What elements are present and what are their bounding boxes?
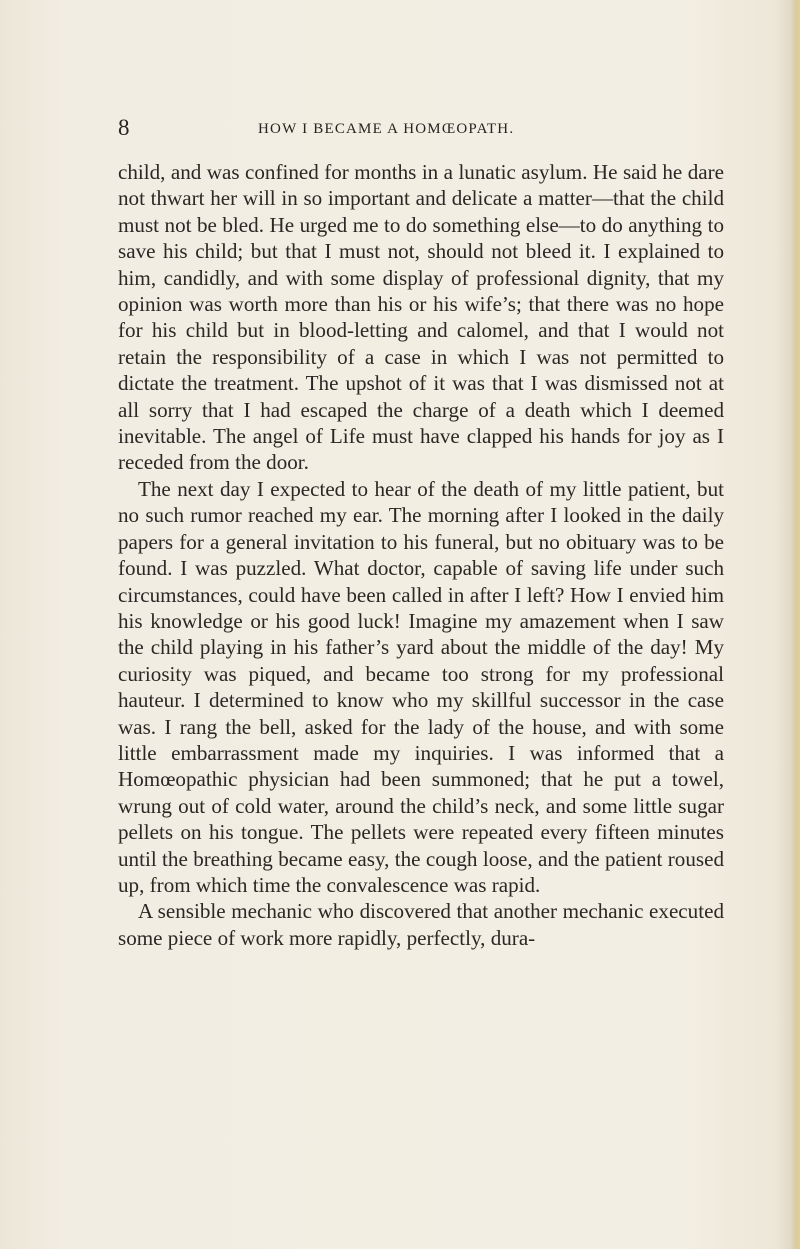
running-head: HOW I BECAME A HOMŒOPATH.	[258, 121, 515, 137]
paragraph: A sensible mechanic who discovered that another mechanic executed some piece of work more rapidly, perfectly, dura-	[118, 899, 724, 950]
body-text	[118, 159, 724, 951]
page-edge-shading	[790, 0, 800, 1249]
page-header	[118, 114, 722, 142]
page-number: 8	[118, 115, 130, 140]
paragraph-continued: child, and was confined for months in a lunatic asylum. He said he dare not thwart her will in so important and delicate a matter—that the child must not be bled. He urged me to do something else—to do anything to save his child; but that I must not, should not bleed it. I explained to him, candidly, and with some display of professional dignity, that my opinion was worth more than his or his wife’s; that there was no hope for his child but in blood-letting and calomel, and that I would not retain the responsibility of a case in which I was not permitted to dictate the treatment. The upshot of it was that I was dismissed not at all sorry that I had escaped the charge of a death which I deemed inevitable. The angel of Life must have clapped his hands for joy as I receded from the door.	[118, 160, 724, 475]
paragraph: The next day I expected to hear of the death of my little patient, but no such rumor reached my ear. The morning after I looked in the daily papers for a general invitation to his funeral, but no obituary was to be found. I was puzzled. What doctor, capable of saving life under such circumstances, could have been called in after I left? How I envied him his knowledge or his good luck! Imagine my amazement when I saw the child playing in his father’s yard about the middle of the day! My curiosity was piqued, and became too strong for my professional hauteur. I determined to know who my skillful successor in the case was. I rang the bell, asked for the lady of the house, and with some little embarrassment made my inquiries. I was informed that a Homœopathic physician had been summoned; that he put a towel, wrung out of cold water, around the child’s neck, and some little sugar pellets on his tongue. The pellets were repeated every fifteen minutes until the breathing became easy, the cough loose, and the patient roused up, from which time the convalescence was rapid.	[118, 476, 724, 897]
